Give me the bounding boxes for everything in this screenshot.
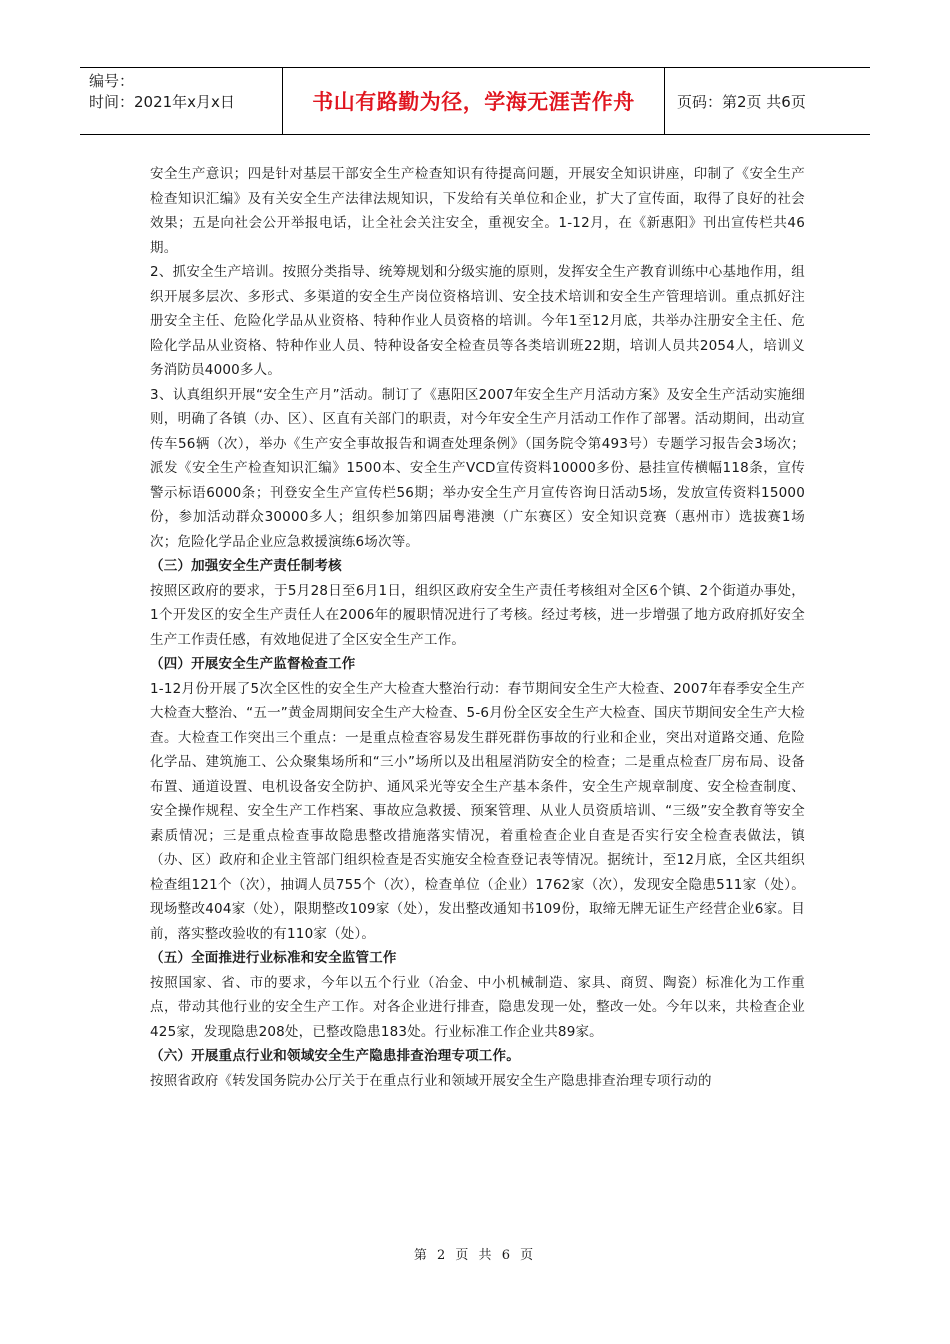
body-paragraph: 按照省政府《转发国务院办公厅关于在重点行业和领域开展安全生产隐患排查治理专项行动的 [150,1072,712,1089]
body-paragraph: 1-12月份开展了5次全区性的安全生产大检查大整治行动：春节期间安全生产大检查、2007年春季安全生产大检查大整治、“五一”黄金周期间安全生产大检查、5-6月份全区安全生产大检查、国庆节期间安全生产大检查。大检查工作突出三个重点：一是重点检查容易发生群死群伤事故的行业和企业，突出对道路交通、危险化学品、建筑施工、公众聚集场所和“三小”场所以及出租屋消防安全的检查；二是重点检查厂房布局、设备布置、通道设置、电机设备安全防护、通风采光等安全生产基本条件，安全生产规章制度、安全检查制度、安全操作规程、安全生产工作档案、事故应急救援、预案管理、从业人员资质培训、“三级”安全教育等安全素质情况；三是重点检查事故隐患整改措施落实情况，着重检查企业自查是否实行安全检查表做法，镇（办、区）政府和企业主管部门组织检查是否实施安全检查登记表等情况。据统计，至12月底，全区共组织检查组121个（次），抽调人员755个（次），检查单位（企业）1762家（次），发现安全隐患511家（处）。现场整改404家（处），限期整改109家（处），发出整改通知书109份，取缔无牌无证生产经营企业6家。目前，落实整改验收的有110家（处）。 [150,680,805,942]
section-heading: （四）开展安全生产监督检查工作 [150,656,356,672]
header-motto: 书山有路勤为径，学海无涯苦作舟 [283,68,665,134]
body-paragraph: 安全生产意识；四是针对基层干部安全生产检查知识有待提高问题，开展安全知识讲座，印制了《安全生产检查知识汇编》及有关安全生产法律法规知识，下发给有关单位和企业，扩大了宣传面，取得了良好的社会效果；五是向社会公开举报电话，让全社会关注安全，重视安全。1-12月，在《新惠阳》刊出宣传栏共46期。 [150,166,805,256]
page-header [80,67,870,135]
body-paragraph: 2、抓安全生产培训。按照分类指导、统筹规划和分级实施的原则，发挥安全生产教育训练中心基地作用，组织开展多层次、多形式、多渠道的安全生产岗位资格培训、安全技术培训和安全生产管理培训。重点抓好注册安全主任、危险化学品从业资格、特种作业人员资格的培训。今年1至12月底，共举办注册安全主任、危险化学品从业资格、特种作业人员、特种设备安全检查员等各类培训班22期，培训人员共2054人，培训义务消防员4000多人。 [150,264,805,378]
section-heading: （五）全面推进行业标准和安全监管工作 [150,950,397,966]
section-heading: （六）开展重点行业和领域安全生产隐患排查治理专项工作。 [150,1048,520,1064]
body-paragraph: 按照区政府的要求，于5月28日至6月1日，组织区政府安全生产责任考核组对全区6个镇、2个街道办事处，1个开发区的安全生产责任人在2006年的履职情况进行了考核。经过考核，进一步增强了地方政府抓好安全生产工作责任感，有效地促进了全区安全生产工作。 [150,582,805,648]
document-body [150,162,805,1093]
header-page-label: 页码：第2页 共6页 [677,92,806,111]
section-heading: （三）加强安全生产责任制考核 [150,558,342,574]
body-paragraph: 按照国家、省、市的要求，今年以五个行业（冶金、中小机械制造、家具、商贸、陶瓷）标准化为工作重点，带动其他行业的安全生产工作。对各企业进行排查，隐患发现一处，整改一处。今年以来，共检查企业425家，发现隐患208处，已整改隐患183处。行业标准工作企业共89家。 [150,974,805,1040]
document-time-label: 时间：2021年x月x日 [89,93,235,111]
header-meta [80,68,283,134]
document-number-label: 编号： [89,72,135,90]
page-footer: 第 2 页 共 6 页 [413,1248,537,1263]
body-paragraph: 3、认真组织开展“安全生产月”活动。制订了《惠阳区2007年安全生产月活动方案》及安全生产活动实施细则，明确了各镇（办、区）、区直有关部门的职责，对今年安全生产月活动工作作了部署。活动期间，出动宣传车56辆（次），举办《生产安全事故报告和调查处理条例》（国务院令第493号）专题学习报告会3场次；派发《安全生产检查知识汇编》1500本、安全生产VCD宣传资料10000多份、悬挂宣传横幅118条，宣传警示标语6000条；刊登安全生产宣传栏56期；举办安全生产月宣传咨询日活动5场，发放宣传资料15000份，参加活动群众30000多人；组织参加第四届粤港澳（广东赛区）安全知识竞赛（惠州市）选拔赛1场次；危险化学品企业应急救援演练6场次等。 [150,386,805,550]
